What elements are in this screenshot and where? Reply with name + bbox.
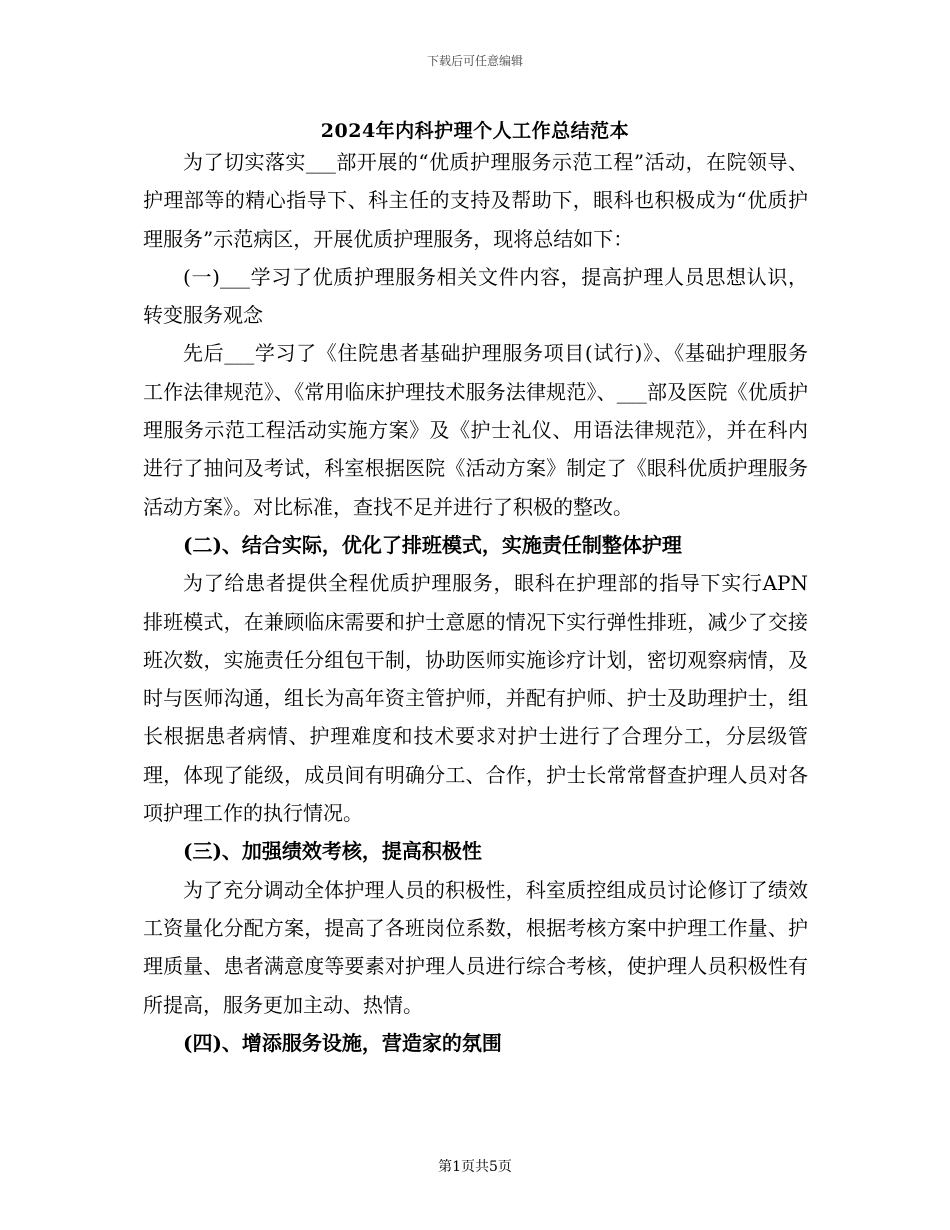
- body-paragraph: 先后___学习了《住院患者基础护理服务项目(试行)》、《基础护理服务工作法律规范》、《常用临床护理技术服务法律规范》、___部及医院《优质护理服务示范工程活动实施方案》及《护士礼仪、用语法律规范》，并在科内进行了抽问及考试，科室根据医院《活动方案》制定了《眼科优质护理服务活动方案》。对比标准，查找不足并进行了积极的整改。: [143, 341, 808, 519]
- body-paragraph: 为了给患者提供全程优质护理服务，眼科在护理部的指导下实行APN排班模式，在兼顾临床需要和护士意愿的情况下实行弹性排班，减少了交接班次数，实施责任分组包干制，协助医师实施诊疗计划，密切观察病情，及时与医师沟通，组长为高年资主管护师，并配有护师、护士及助理护士，组长根据患者病情、护理难度和技术要求对护士进行了合理分工，分层级管理，体现了能级，成员间有明确分工、合作，护士长常常督查护理人员对各项护理工作的执行情况。: [143, 571, 808, 826]
- page-number-footer: 第1页共5页: [438, 1159, 512, 1175]
- body-paragraph: 为了切实落实___部开展的“优质护理服务示范工程”活动，在院领导、护理部等的精心指导下、科主任的支持及帮助下，眼科也积极成为“优质护理服务”示范病区，开展优质护理服务，现将总结如下：: [143, 150, 808, 251]
- document-title: 2024年内科护理个人工作总结范本: [320, 120, 630, 142]
- section-heading: (三)、加强绩效考核，提高积极性: [183, 839, 482, 864]
- body-paragraph: 为了充分调动全体护理人员的积极性，科室质控组成员讨论修订了绩效工资量化分配方案，提高了各班岗位系数，根据考核方案中护理工作量、护理质量、患者满意度等要素对护理人员进行综合考核，使护理人员积极性有所提高，服务更加主动、热情。: [143, 877, 808, 1017]
- body-paragraph: (一)___学习了优质护理服务相关文件内容，提高护理人员思想认识，转变服务观念: [143, 264, 808, 328]
- section-heading: (二)、结合实际，优化了排班模式，实施责任制整体护理: [183, 532, 682, 557]
- section-heading: (四)、增添服务设施，营造家的氛围: [183, 1030, 502, 1055]
- document-body: [143, 143, 808, 1062]
- page-header-note: 下载后可任意编辑: [426, 54, 523, 68]
